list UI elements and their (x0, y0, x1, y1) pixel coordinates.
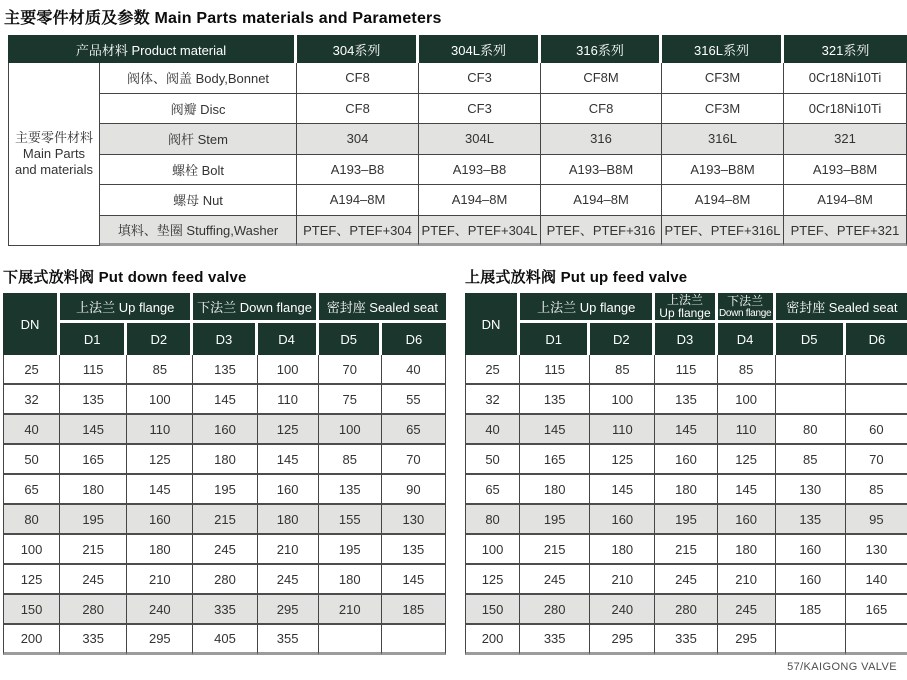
value-cell: 130 (382, 505, 446, 535)
sub-header: D5 (319, 323, 382, 355)
value-cell: 70 (382, 445, 446, 475)
value-cell: 245 (60, 565, 127, 595)
up-feed-valve-title: 上展式放料阀 Put up feed valve (465, 269, 688, 286)
value-cell: 165 (846, 595, 907, 625)
materials-table (8, 35, 907, 246)
table-row (3, 625, 446, 655)
value-cell: 100 (718, 385, 776, 415)
value-cell: CF8M (541, 63, 662, 94)
value-cell: 160 (718, 505, 776, 535)
dn-cell: 200 (465, 625, 520, 655)
value-cell (382, 625, 446, 655)
sub-header-row (3, 323, 446, 355)
down-feed-valve-title: 下展式放料阀 Put down feed valve (3, 269, 247, 286)
value-cell: 145 (258, 445, 319, 475)
page-footer: 57/KAIGONG VALVE (787, 661, 897, 673)
dn-header: DN (465, 293, 520, 355)
dn-cell: 50 (3, 445, 60, 475)
value-cell: 160 (590, 505, 655, 535)
table-row (465, 355, 907, 385)
table-row (3, 385, 446, 415)
header-line: 下法兰 (727, 293, 764, 308)
value-cell: 135 (60, 385, 127, 415)
sub-header: D3 (655, 323, 717, 355)
value-cell: 160 (127, 505, 193, 535)
value-cell: CF3M (662, 63, 784, 94)
value-cell: CF3M (662, 94, 784, 125)
value-cell: PTEF、PTEF+304 (297, 216, 419, 247)
value-cell: 85 (590, 355, 655, 385)
value-cell: 280 (193, 565, 257, 595)
value-cell: 165 (520, 445, 590, 475)
value-cell: 295 (127, 625, 193, 655)
dn-cell: 200 (3, 625, 60, 655)
value-cell: 165 (60, 445, 127, 475)
materials-row (8, 94, 907, 125)
table-row (465, 475, 907, 505)
dn-cell: 80 (3, 505, 60, 535)
dn-cell: 150 (3, 595, 60, 625)
value-cell: A193–B8 (297, 155, 419, 186)
sub-header: D4 (718, 323, 776, 355)
table-row (3, 415, 446, 445)
value-cell: 185 (776, 595, 846, 625)
value-cell: 115 (655, 355, 717, 385)
value-cell: CF8 (297, 94, 419, 125)
sub-header: D2 (127, 323, 193, 355)
value-cell: 130 (846, 535, 907, 565)
value-cell: A194–8M (784, 185, 907, 216)
sub-header: D1 (60, 323, 127, 355)
value-cell: 85 (846, 475, 907, 505)
value-cell: A194–8M (419, 185, 541, 216)
dn-cell: 40 (3, 415, 60, 445)
dn-cell: 50 (465, 445, 520, 475)
sub-header: D6 (846, 323, 907, 355)
header-line: Down flange (718, 307, 772, 319)
value-cell: 115 (60, 355, 127, 385)
value-cell: 215 (655, 535, 717, 565)
sub-header: D2 (590, 323, 655, 355)
sub-header: D1 (520, 323, 590, 355)
valve-tables-section (3, 266, 907, 655)
table-row (465, 415, 907, 445)
dn-cell: 125 (465, 565, 520, 595)
value-cell: 195 (319, 535, 382, 565)
sub-header: D5 (776, 323, 846, 355)
header-line: Main Parts (22, 146, 86, 161)
series-header: 304L系列 (419, 35, 541, 63)
dn-cell: 25 (465, 355, 520, 385)
value-cell: 130 (776, 475, 846, 505)
value-cell: 100 (258, 355, 319, 385)
value-cell: 0Cr18Ni10Ti (784, 94, 907, 125)
value-cell: 245 (258, 565, 319, 595)
materials-row (8, 63, 907, 94)
dn-cell: 100 (465, 535, 520, 565)
table-row (3, 505, 446, 535)
value-cell: 215 (520, 535, 590, 565)
value-cell (776, 385, 846, 415)
value-cell (846, 625, 907, 655)
value-cell: 180 (520, 475, 590, 505)
value-cell (846, 355, 907, 385)
value-cell: 180 (655, 475, 717, 505)
value-cell: 95 (846, 505, 907, 535)
value-cell: 100 (590, 385, 655, 415)
value-cell: 160 (258, 475, 319, 505)
value-cell: 90 (382, 475, 446, 505)
up-feed-valve-table (465, 293, 907, 655)
dn-cell: 100 (3, 535, 60, 565)
value-cell: 145 (655, 415, 717, 445)
value-cell: 280 (60, 595, 127, 625)
group-header-row (465, 293, 907, 323)
value-cell: CF3 (419, 94, 541, 125)
value-cell: 180 (60, 475, 127, 505)
value-cell: A194–8M (662, 185, 784, 216)
value-cell: 195 (520, 505, 590, 535)
value-cell: CF3 (419, 63, 541, 94)
value-cell: 85 (776, 445, 846, 475)
value-cell: 115 (520, 355, 590, 385)
table-row (465, 625, 907, 655)
value-cell: 180 (319, 565, 382, 595)
header-line: 上法兰 (666, 293, 703, 307)
value-cell: 135 (655, 385, 717, 415)
value-cell: 215 (60, 535, 127, 565)
value-cell: 125 (590, 445, 655, 475)
value-cell: 304L (419, 124, 541, 155)
value-cell: 240 (590, 595, 655, 625)
value-cell: 60 (846, 415, 907, 445)
table-row (465, 505, 907, 535)
down-feed-valve-table (3, 293, 446, 655)
value-cell: 145 (590, 475, 655, 505)
value-cell: PTEF、PTEF+321 (784, 216, 907, 247)
value-cell: 316L (662, 124, 784, 155)
table-row (465, 445, 907, 475)
value-cell: 160 (193, 415, 257, 445)
group-header: 下法兰 Down flange (193, 293, 318, 323)
part-label-cell: 填料、垫圈 Stuffing,Washer (100, 216, 297, 247)
table-row (3, 355, 446, 385)
value-cell: CF8 (541, 94, 662, 125)
value-cell: 80 (776, 415, 846, 445)
table-row (3, 535, 446, 565)
value-cell (846, 385, 907, 415)
value-cell: PTEF、PTEF+304L (419, 216, 541, 247)
value-cell: 180 (718, 535, 776, 565)
dn-cell: 32 (465, 385, 520, 415)
value-cell: A194–8M (541, 185, 662, 216)
sub-header: D6 (382, 323, 446, 355)
table-row (465, 385, 907, 415)
value-cell: 110 (718, 415, 776, 445)
value-cell: 100 (127, 385, 193, 415)
value-cell: 304 (297, 124, 419, 155)
value-cell: 245 (655, 565, 717, 595)
table-row (465, 565, 907, 595)
materials-group-label (8, 63, 100, 246)
group-header (655, 293, 717, 323)
value-cell: 85 (718, 355, 776, 385)
dn-cell: 125 (3, 565, 60, 595)
value-cell: 335 (655, 625, 717, 655)
value-cell: 215 (193, 505, 257, 535)
value-cell: 295 (258, 595, 319, 625)
value-cell: 110 (127, 415, 193, 445)
value-cell: A193–B8 (419, 155, 541, 186)
value-cell: 100 (319, 415, 382, 445)
value-cell: 245 (718, 595, 776, 625)
group-header (718, 293, 776, 323)
value-cell: 405 (193, 625, 257, 655)
part-label-cell: 阀体、阀盖 Body,Bonnet (100, 63, 297, 94)
dn-cell: 65 (3, 475, 60, 505)
materials-row (8, 216, 907, 247)
group-header: 上法兰 Up flange (520, 293, 655, 323)
value-cell: 295 (590, 625, 655, 655)
value-cell: 110 (258, 385, 319, 415)
part-label-cell: 阀瓣 Disc (100, 94, 297, 125)
value-cell: 240 (127, 595, 193, 625)
value-cell: 145 (60, 415, 127, 445)
group-header: 密封座 Sealed seat (776, 293, 907, 323)
part-label-cell: 螺母 Nut (100, 185, 297, 216)
value-cell: 280 (655, 595, 717, 625)
value-cell: 160 (776, 565, 846, 595)
value-cell: 125 (127, 445, 193, 475)
header-line: Up flange (659, 306, 711, 320)
value-cell: CF8 (297, 63, 419, 94)
value-cell: 195 (60, 505, 127, 535)
value-cell: 335 (60, 625, 127, 655)
value-cell: 110 (590, 415, 655, 445)
page-title: 主要零件材质及参数 Main Parts materials and Parameters (4, 10, 442, 27)
sub-header-row (465, 323, 907, 355)
series-header: 316系列 (541, 35, 662, 63)
value-cell: 245 (520, 565, 590, 595)
value-cell: 355 (258, 625, 319, 655)
value-cell: 180 (127, 535, 193, 565)
value-cell: 135 (520, 385, 590, 415)
value-cell: 280 (520, 595, 590, 625)
dn-cell: 80 (465, 505, 520, 535)
dn-cell: 40 (465, 415, 520, 445)
value-cell: 210 (258, 535, 319, 565)
header-line: and materials (14, 162, 94, 177)
value-cell: 85 (127, 355, 193, 385)
value-cell: 135 (193, 355, 257, 385)
materials-row (8, 155, 907, 186)
series-header: 316L系列 (662, 35, 784, 63)
value-cell: 195 (193, 475, 257, 505)
down-feed-valve-section (3, 266, 446, 655)
up-feed-valve-section (465, 266, 907, 655)
value-cell (776, 625, 846, 655)
value-cell: 65 (382, 415, 446, 445)
series-header: 321系列 (784, 35, 907, 63)
value-cell: 85 (319, 445, 382, 475)
value-cell: 145 (127, 475, 193, 505)
value-cell: 55 (382, 385, 446, 415)
value-cell: A193–B8M (784, 155, 907, 186)
value-cell: 155 (319, 505, 382, 535)
value-cell: 135 (382, 535, 446, 565)
series-header: 304系列 (297, 35, 419, 63)
product-material-header: 产品材料 Product material (8, 35, 297, 63)
value-cell: 210 (127, 565, 193, 595)
value-cell: 335 (520, 625, 590, 655)
table-row (465, 535, 907, 565)
value-cell: 335 (193, 595, 257, 625)
value-cell: 135 (319, 475, 382, 505)
value-cell: 316 (541, 124, 662, 155)
value-cell: 0Cr18Ni10Ti (784, 63, 907, 94)
value-cell: PTEF、PTEF+316 (541, 216, 662, 247)
value-cell: 195 (655, 505, 717, 535)
dn-header: DN (3, 293, 60, 355)
value-cell: 70 (846, 445, 907, 475)
table-row (465, 595, 907, 625)
value-cell: PTEF、PTEF+316L (662, 216, 784, 247)
value-cell (776, 355, 846, 385)
value-cell: 135 (776, 505, 846, 535)
part-label-cell: 阀杆 Stem (100, 124, 297, 155)
value-cell: 145 (520, 415, 590, 445)
value-cell: 140 (846, 565, 907, 595)
group-header-row (3, 293, 446, 323)
table-row (3, 445, 446, 475)
value-cell: 145 (718, 475, 776, 505)
value-cell (319, 625, 382, 655)
value-cell: 160 (776, 535, 846, 565)
table-row (3, 595, 446, 625)
value-cell: 180 (590, 535, 655, 565)
value-cell: 180 (258, 505, 319, 535)
sub-header: D3 (193, 323, 257, 355)
value-cell: 160 (655, 445, 717, 475)
value-cell: 245 (193, 535, 257, 565)
value-cell: A193–B8M (541, 155, 662, 186)
materials-row (8, 124, 907, 155)
value-cell: 210 (319, 595, 382, 625)
group-header: 上法兰 Up flange (60, 293, 193, 323)
value-cell: 185 (382, 595, 446, 625)
table-row (3, 475, 446, 505)
part-label-cell: 螺栓 Bolt (100, 155, 297, 186)
dn-cell: 65 (465, 475, 520, 505)
materials-row (8, 185, 907, 216)
value-cell: 210 (718, 565, 776, 595)
value-cell: 75 (319, 385, 382, 415)
value-cell: A193–B8M (662, 155, 784, 186)
dn-cell: 32 (3, 385, 60, 415)
dn-cell: 150 (465, 595, 520, 625)
value-cell: 125 (718, 445, 776, 475)
value-cell: 40 (382, 355, 446, 385)
value-cell: A194–8M (297, 185, 419, 216)
value-cell: 210 (590, 565, 655, 595)
value-cell: 145 (193, 385, 257, 415)
group-header: 密封座 Sealed seat (319, 293, 446, 323)
table-row (3, 565, 446, 595)
header-line: 主要零件材料 (14, 130, 93, 145)
sub-header: D4 (258, 323, 319, 355)
value-cell: 70 (319, 355, 382, 385)
dn-cell: 25 (3, 355, 60, 385)
value-cell: 180 (193, 445, 257, 475)
materials-header-row (8, 35, 907, 63)
value-cell: 295 (718, 625, 776, 655)
value-cell: 321 (784, 124, 907, 155)
value-cell: 125 (258, 415, 319, 445)
value-cell: 145 (382, 565, 446, 595)
